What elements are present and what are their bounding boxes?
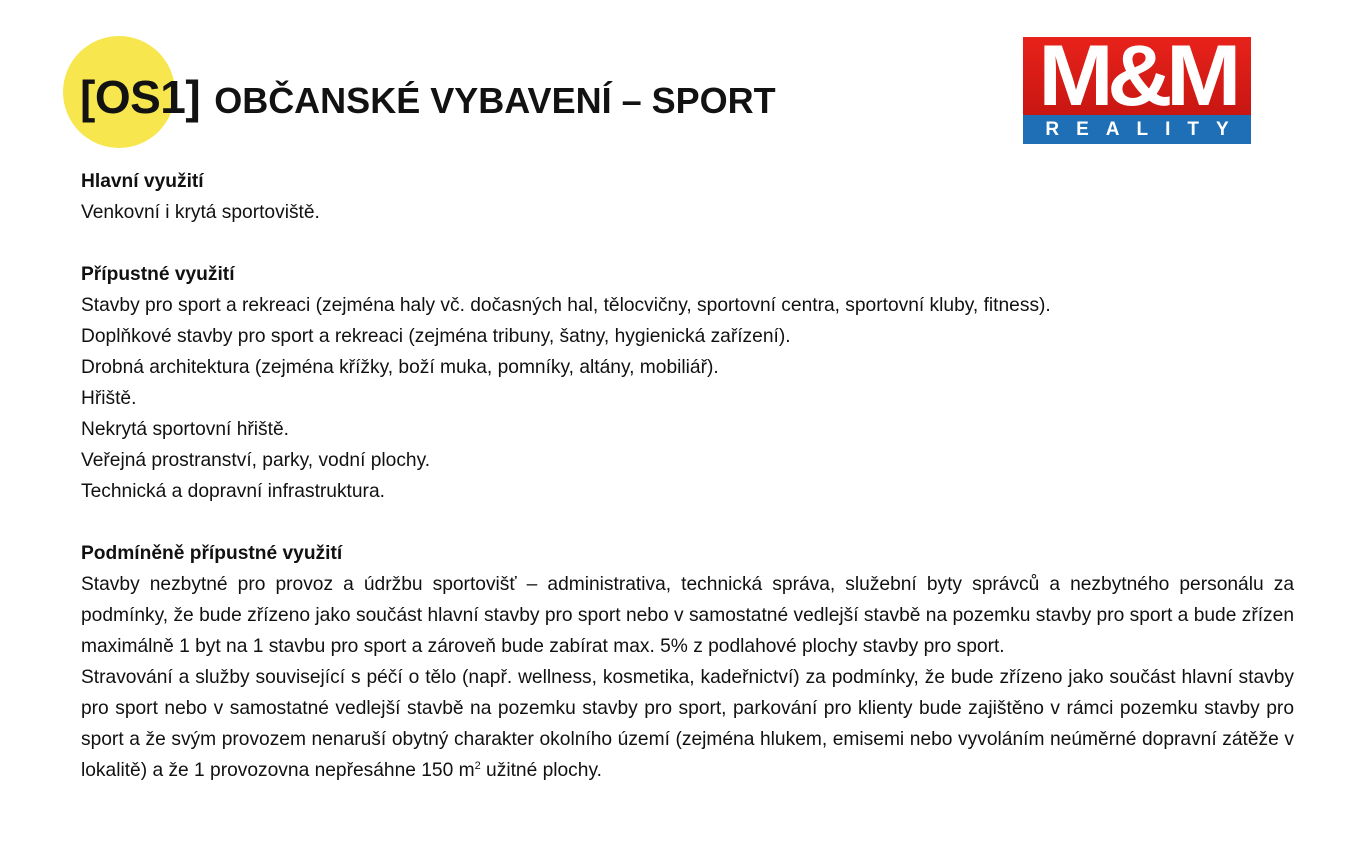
logo-mark-panel [1023, 37, 1251, 115]
list-item: Nekrytá sportovní hřiště. [81, 419, 289, 440]
company-logo [1023, 37, 1251, 144]
paragraph-text: Stravování a služby související s péčí o tělo (např. wellness, kosmetika, kadeřnictví) za podmínky, že bude zřízeno jako součást hlavní stavby pro sport nebo v samostatné vedlejší stavbě na pozemku stavby pro sport, parkování pro klienty bude zajištěno v rámci pozemku stavby pro sport a že svým provozem nenaruší obytný charakter okolního území (zejména hlukem, emisemi nebo vyvoláním neúměrné dopravní zátěže v lokalitě) a že 1 provozovna nepřesáhne 150 m [81, 667, 1294, 781]
section-main-use [81, 166, 1294, 228]
logo-subtitle-panel [1023, 115, 1251, 144]
logo-mark: M&M [1038, 37, 1236, 115]
list-item: Hřiště. [81, 388, 137, 409]
paragraph [81, 662, 1294, 786]
page-title [80, 70, 776, 140]
list-item: Stavby pro sport a rekreaci (zejména haly vč. dočasných hal, tělocvičny, sportovní centra, sportovní kluby, fitness). [81, 295, 1051, 316]
superscript: 2 [474, 760, 481, 772]
section-title: Podmíněně přípustné využití [81, 543, 343, 564]
section-title: Hlavní využití [81, 171, 204, 192]
document-body [81, 166, 1294, 817]
section-title: Přípustné využití [81, 264, 235, 285]
section-conditional-use [81, 538, 1294, 786]
paragraph: Stavby nezbytné pro provoz a údržbu sportovišť – administrativa, technická správa, služební byty správců a nezbytného personálu za podmínky, že bude zřízeno jako součást hlavní stavby pro sport nebo v samostatné vedlejší stavbě na pozemku stavby pro sport a bude zřízen maximálně 1 byt na 1 stavbu pro sport a zároveň bude zabírat max. 5% z podlahové plochy stavby pro sport. [81, 574, 1294, 657]
list-item: Technická a dopravní infrastruktura. [81, 481, 385, 502]
list-item: Doplňkové stavby pro sport a rekreaci (zejména tribuny, šatny, hygienická zařízení). [81, 326, 791, 347]
section-permitted-use [81, 259, 1294, 507]
list-item: Drobná architektura (zejména křížky, boží muka, pomníky, altány, mobiliář). [81, 357, 719, 378]
list-item: Venkovní i krytá sportoviště. [81, 202, 320, 223]
paragraph-text-end: užitné plochy. [480, 760, 602, 781]
list-item: Veřejná prostranství, parky, vodní plochy. [81, 450, 431, 471]
zone-code: [OS1] [80, 71, 201, 123]
zone-title: OBČANSKÉ VYBAVENÍ – SPORT [214, 80, 776, 121]
logo-subtitle: REALITY [1045, 118, 1246, 140]
